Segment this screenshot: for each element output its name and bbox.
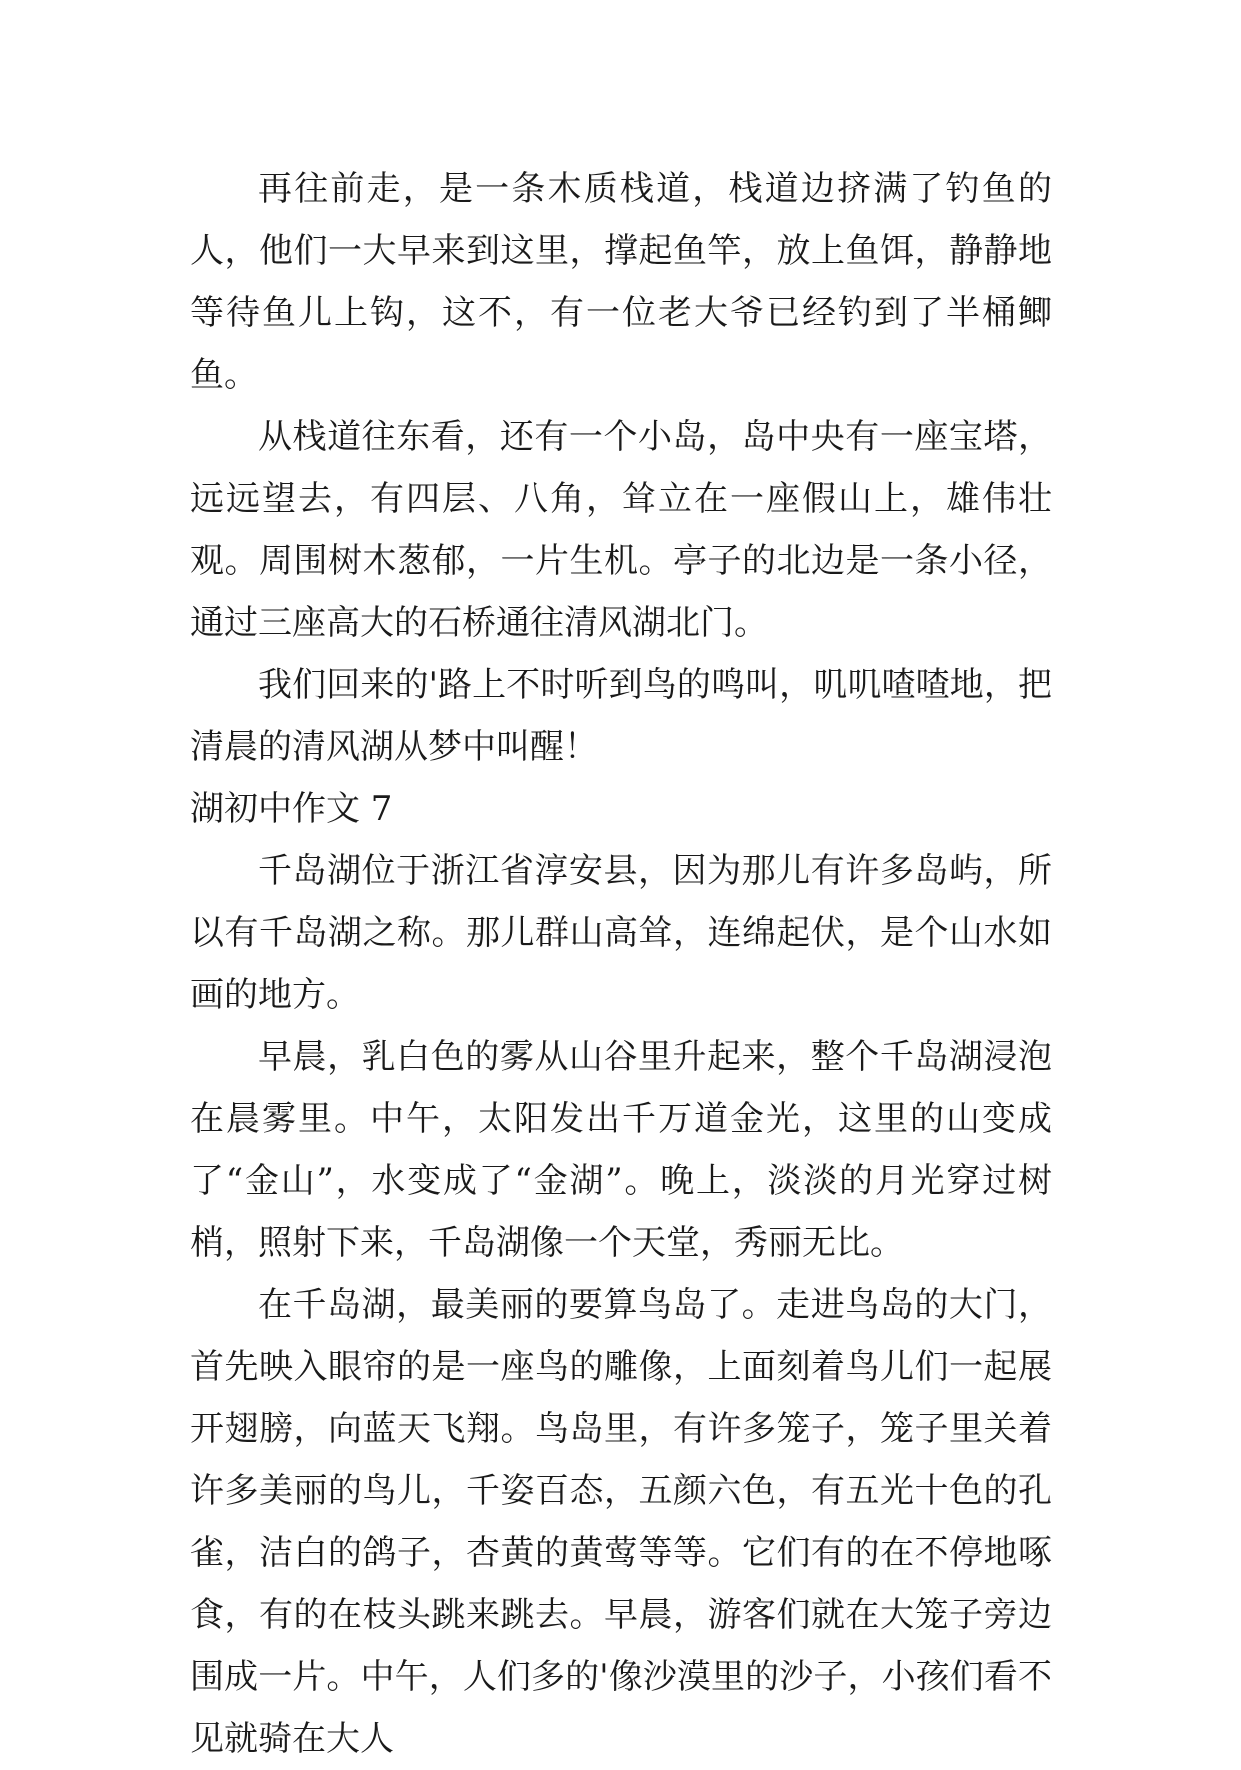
document-body <box>190 158 1052 1770</box>
paragraph-qiandao-intro: 千岛湖位于浙江省淳安县，因为那儿有许多岛屿，所以有千岛湖之称。那儿群山高耸，连绵起伏，是个山水如画的地方。 <box>190 851 1052 1015</box>
paragraph-return: 我们回来的'路上不时听到鸟的鸣叫，叽叽喳喳地，把清晨的清风湖从梦中叫醒！ <box>190 665 1052 767</box>
paragraph-pagoda: 从栈道往东看，还有一个小岛，岛中央有一座宝塔，远远望去，有四层、八角，耸立在一座假山上，雄伟壮观。周围树木葱郁，一片生机。亭子的北边是一条小径，通过三座高大的石桥通往清风湖北门。 <box>190 417 1052 643</box>
essay-heading: 湖初中作文 7 <box>190 789 393 829</box>
paragraph-bird-island: 在千岛湖，最美丽的要算鸟岛了。走进鸟岛的大门，首先映入眼帘的是一座鸟的雕像，上面刻着鸟儿们一起展开翅膀，向蓝天飞翔。鸟岛里，有许多笼子，笼子里关着许多美丽的鸟儿，千姿百态，五颜六色，有五光十色的孔雀，洁白的鸽子，杏黄的黄莺等等。它们有的在不停地啄食，有的在枝头跳来跳去。早晨，游客们就在大笼子旁边围成一片。中午，人们多的'像沙漠里的沙子，小孩们看不见就骑在大人 <box>190 1285 1052 1759</box>
paragraph-boardwalk: 再往前走，是一条木质栈道，栈道边挤满了钓鱼的人，他们一大早来到这里，撑起鱼竿，放上鱼饵，静静地等待鱼儿上钩，这不，有一位老大爷已经钓到了半桶鲫鱼。 <box>190 169 1052 395</box>
paragraph-qiandao-day: 早晨，乳白色的雾从山谷里升起来，整个千岛湖浸泡在晨雾里。中午，太阳发出千万道金光，这里的山变成了“金山”，水变成了“金湖”。晚上，淡淡的月光穿过树梢，照射下来，千岛湖像一个天堂，秀丽无比。 <box>190 1037 1052 1263</box>
